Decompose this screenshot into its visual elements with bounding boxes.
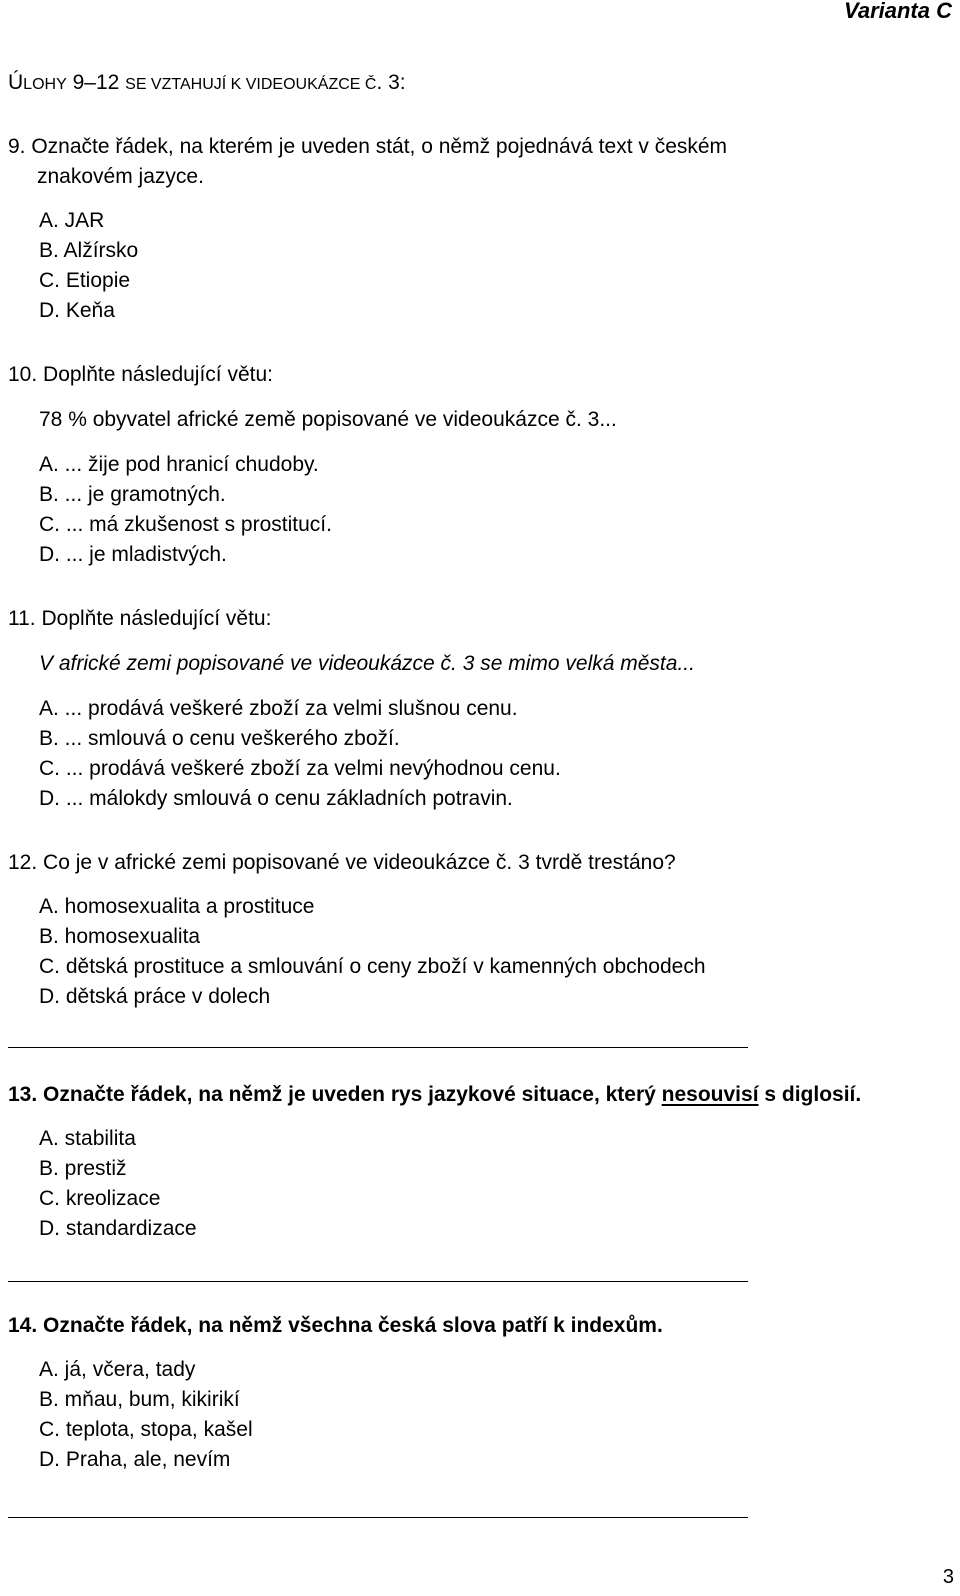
q12-option-c: C. dětská prostituce a smlouvání o ceny zboží v kamenných obchodech [39,955,706,978]
q12-option-d: D. dětská práce v dolech [39,985,271,1008]
q11-option-b: B. ... smlouvá o cenu veškerého zboží. [39,727,400,750]
q10-option-a: A. ... žije pod hranicí chudoby. [39,453,319,476]
q9-option-c: C. Etiopie [39,269,131,292]
q14-option-b: B. mňau, bum, kikirikí [39,1388,240,1411]
heading-range: 9–12 [66,71,126,94]
q11-option-d: D. ... málokdy smlouvá o cenu základních potravin. [39,787,513,810]
q13-option-c: C. kreolizace [39,1187,161,1210]
heading-cap: Ú [8,71,24,94]
separator-line [8,1281,748,1282]
group-heading [8,71,406,95]
q9-option-a: A. JAR [39,209,105,232]
q13-underlined-word: nesouvisí [661,1083,759,1106]
heading-small-2: SE VZTAHUJÍ K VIDEOUKÁZCE Č [125,76,377,93]
q10-option-b: B. ... je gramotných. [39,483,226,506]
q14-option-a: A. já, včera, tady [39,1358,196,1381]
q12-option-a: A. homosexualita a prostituce [39,895,315,918]
q12-question: 12. Co je v africké zemi popisované ve videoukázce č. 3 tvrdě trestáno? [8,851,676,874]
q13-option-b: B. prestiž [39,1157,127,1180]
q10-sentence: 78 % obyvatel africké země popisované ve videoukázce č. 3... [39,408,617,431]
separator-line [8,1517,748,1518]
q13-question-end: s diglosií. [758,1083,862,1106]
q11-question: 11. Doplňte následující větu: [8,607,272,630]
q13-option-a: A. stabilita [39,1127,136,1150]
q9-option-b: B. Alžírsko [39,239,139,262]
heading-small-1: LOHY [23,76,67,93]
q13-question-start: 13. Označte řádek, na němž je uveden rys jazykové situace, který [8,1083,662,1106]
q11-option-c: C. ... prodává veškeré zboží za velmi nevýhodnou cenu. [39,757,561,780]
q10-question: 10. Doplňte následující větu: [8,363,274,386]
q14-option-d: D. Praha, ale, nevím [39,1448,231,1471]
q13-option-d: D. standardizace [39,1217,197,1240]
q9-question-line1: 9. Označte řádek, na kterém je uveden stát, o němž pojednává text v českém [8,135,728,158]
variant-label: Varianta C [843,0,952,23]
q12-option-b: B. homosexualita [39,925,201,948]
separator-line [8,1047,748,1048]
page-number: 3 [942,1566,954,1588]
q14-question: 14. Označte řádek, na němž všechna česká slova patří k indexům. [8,1314,663,1337]
q11-sentence: V africké zemi popisované ve videoukázce č. 3 se mimo velká města... [39,652,695,675]
q9-question-line2: znakovém jazyce. [37,165,204,188]
q9-option-d: D. Keňa [39,299,115,322]
q10-option-d: D. ... je mladistvých. [39,543,227,566]
q10-option-c: C. ... má zkušenost s prostitucí. [39,513,332,536]
q13-question [8,1083,861,1107]
heading-suffix: . 3: [376,71,406,94]
q11-option-a: A. ... prodává veškeré zboží za velmi slušnou cenu. [39,697,518,720]
q14-option-c: C. teplota, stopa, kašel [39,1418,253,1441]
